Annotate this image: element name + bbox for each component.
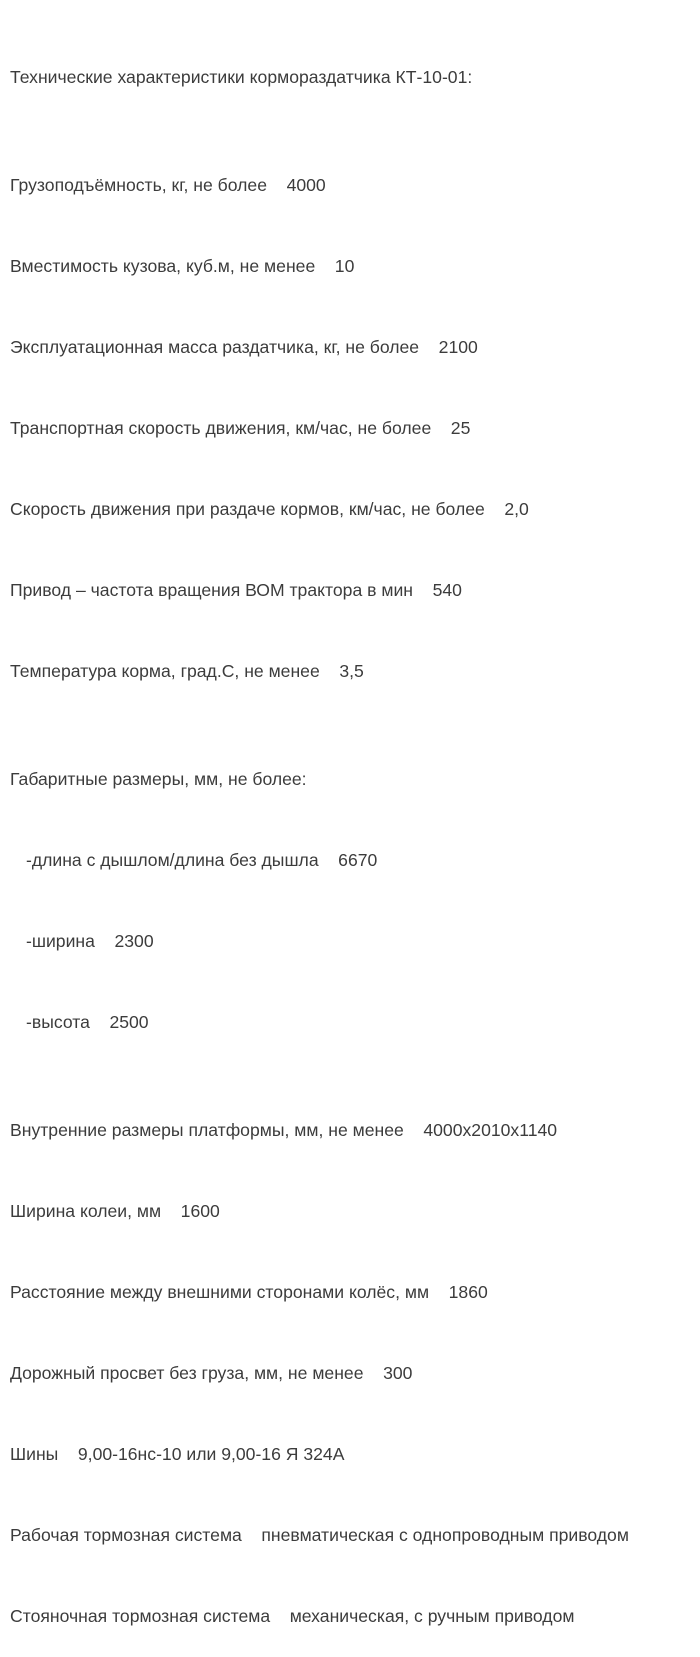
spec-value: 1600 [180, 1201, 220, 1221]
spec-label: Дорожный просвет без груза, мм, не менее [10, 1363, 364, 1383]
spec-value: 25 [450, 418, 471, 438]
spec-label: Внутренние размеры платформы, мм, не менее [10, 1120, 404, 1140]
spec-value: 10 [334, 256, 355, 276]
spec-row [10, 172, 700, 199]
spec-value: 1860 [448, 1282, 488, 1302]
spec-value: 2,0 [504, 499, 529, 519]
dimension-value: 2500 [109, 1012, 149, 1032]
spec-row [10, 1279, 700, 1306]
spec-row [10, 1522, 700, 1549]
spec-value: механическая, с ручным приводом [289, 1606, 575, 1626]
spec-row [10, 1603, 700, 1630]
spec-row [10, 496, 700, 523]
spec-label: Шины [10, 1444, 59, 1464]
spec-value: 2100 [438, 337, 478, 357]
spec-row [10, 253, 700, 280]
dimensions-heading: Габаритные размеры, мм, не более: [10, 769, 307, 789]
dimension-row [10, 1009, 700, 1036]
spec-label: Транспортная скорость движения, км/час, не более [10, 418, 432, 438]
spec-row [10, 415, 700, 442]
spec-label: Грузоподъёмность, кг, не более [10, 175, 267, 195]
spec-row [10, 334, 700, 361]
spec-document [10, 10, 700, 1657]
spec-value: 9,00-16нс-10 или 9,00-16 Я 324А [77, 1444, 345, 1464]
spec-value: 4000 [286, 175, 326, 195]
spec-value: 3,5 [339, 661, 364, 681]
spec-label: Эксплуатационная масса раздатчика, кг, не более [10, 337, 420, 357]
dimension-row [10, 847, 700, 874]
spec-value: 300 [383, 1363, 413, 1383]
dimension-label: -длина с дышлом/длина без дышла [26, 850, 319, 870]
spec-row [10, 577, 700, 604]
spec-row [10, 658, 700, 685]
spec-label: Скорость движения при раздаче кормов, км/час, не более [10, 499, 485, 519]
dimension-value: 6670 [338, 850, 378, 870]
spec-row [10, 1441, 700, 1468]
dimension-value: 2300 [114, 931, 154, 951]
dimension-label: -высота [26, 1012, 90, 1032]
spec-row [10, 1117, 700, 1144]
document-title: Технические характеристики кормораздатчика КТ-10-01: [10, 67, 473, 87]
spec-row [10, 1198, 700, 1225]
spec-label: Рабочая тормозная система [10, 1525, 242, 1545]
dimension-label: -ширина [26, 931, 95, 951]
spec-label: Ширина колеи, мм [10, 1201, 162, 1221]
spec-label: Стояночная тормозная система [10, 1606, 271, 1626]
spec-value: 540 [432, 580, 462, 600]
spec-value: пневматическая с однопроводным приводом [261, 1525, 629, 1545]
spec-label: Вместимость кузова, куб.м, не менее [10, 256, 316, 276]
spec-label: Привод – частота вращения ВОМ трактора в мин [10, 580, 413, 600]
spec-value: 4000x2010x1140 [423, 1120, 558, 1140]
dimension-row [10, 928, 700, 955]
spec-row [10, 1360, 700, 1387]
spec-label: Температура корма, град.С, не менее [10, 661, 320, 681]
spec-label: Расстояние между внешними сторонами колёс, мм [10, 1282, 430, 1302]
